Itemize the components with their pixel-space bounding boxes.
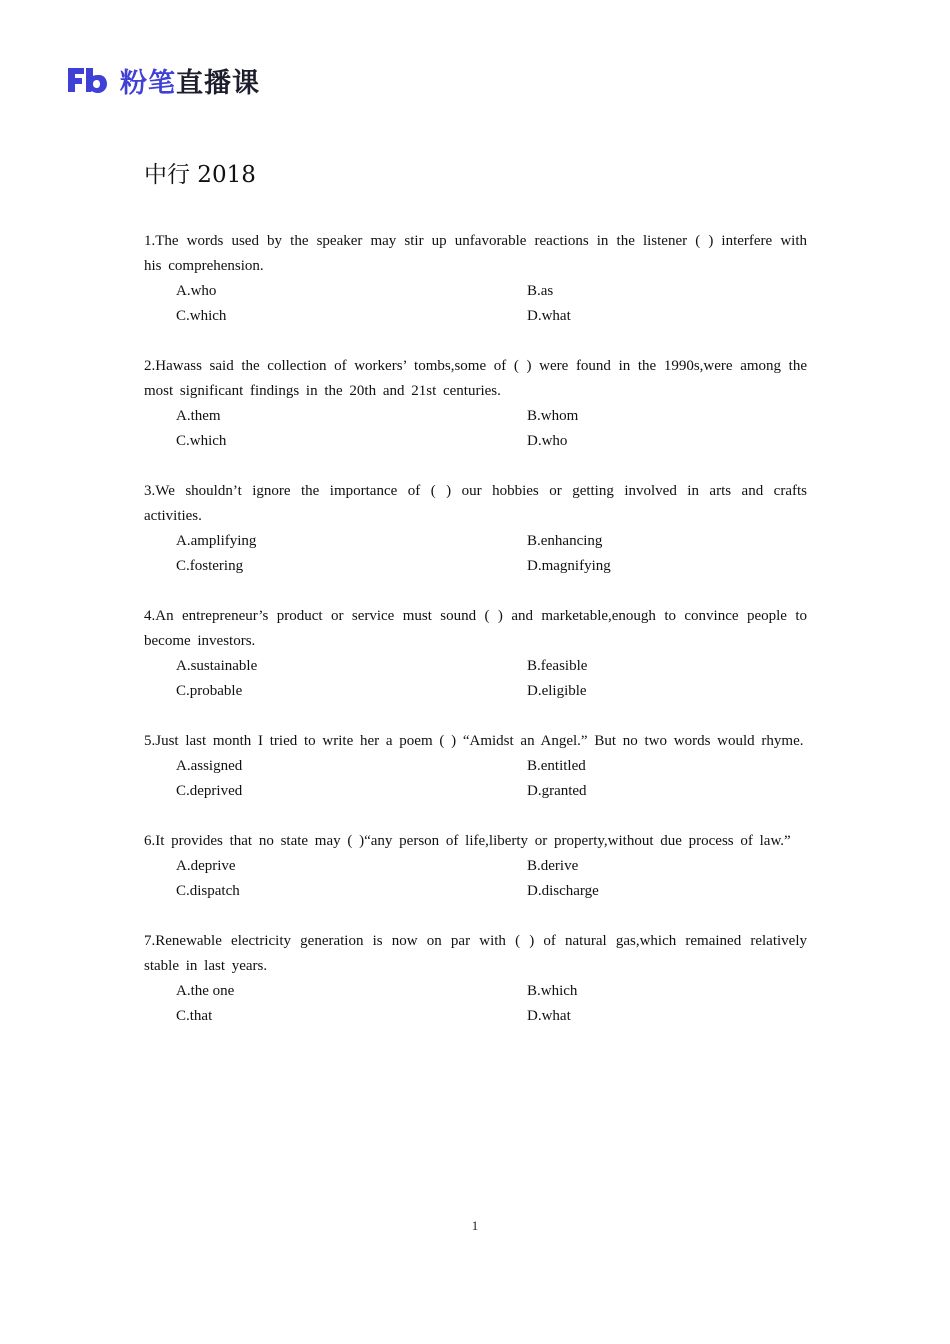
option-a: A.who — [176, 283, 217, 299]
option-b: B.enhancing — [527, 533, 603, 549]
logo-text — [120, 61, 260, 100]
logo-product: 直播课 — [176, 67, 260, 99]
option-b: B.feasible — [527, 658, 588, 674]
option-c: C.which — [176, 433, 227, 449]
answer-options — [144, 404, 807, 454]
option-d: D.eligible — [527, 683, 587, 699]
question-1 — [144, 229, 807, 329]
answer-options — [144, 979, 807, 1029]
answer-options — [144, 279, 807, 329]
question-6 — [144, 829, 807, 904]
option-a: A.deprive — [176, 858, 236, 874]
option-b: B.entitled — [527, 758, 586, 774]
option-b: B.whom — [527, 408, 579, 424]
option-d: D.what — [527, 1008, 571, 1024]
option-d: D.who — [527, 433, 568, 449]
question-stem: 5.Just last month I tried to write her a poem ( ) “Amidst an Angel.” But no two words would rhyme. — [144, 733, 804, 749]
option-c: C.fostering — [176, 558, 244, 574]
option-a: A.assigned — [176, 758, 243, 774]
document-title: 中行 2018 — [144, 162, 256, 188]
option-d: D.magnifying — [527, 558, 611, 574]
option-d: D.discharge — [527, 883, 599, 899]
question-stem: 3.We shouldn’t ignore the importance of ( ) our hobbies or getting involved in arts and crafts activities. — [144, 483, 807, 524]
option-a: A.them — [176, 408, 221, 424]
page-number: 1 — [471, 1218, 479, 1233]
option-b: B.which — [527, 983, 578, 999]
question-stem: 2.Hawass said the collection of workers’ tombs,some of ( ) were found in the 1990s,were among the most significant findings in the 20th and 21st centuries. — [144, 358, 807, 399]
question-7 — [144, 929, 807, 1029]
option-b: B.derive — [527, 858, 579, 874]
question-stem: 7.Renewable electricity generation is now on par with ( ) of natural gas,which remained relatively stable in last years. — [144, 933, 807, 974]
question-stem: 4.An entrepreneur’s product or service must sound ( ) and marketable,enough to convince people to become investors. — [144, 608, 807, 649]
answer-options — [144, 529, 807, 579]
brand-logo — [66, 62, 260, 98]
option-d: D.granted — [527, 783, 587, 799]
question-stem: 1.The words used by the speaker may stir up unfavorable reactions in the listener ( ) interfere with his comprehension. — [144, 233, 807, 274]
question-5 — [144, 729, 807, 804]
option-a: A.the one — [176, 983, 235, 999]
fb-logo-icon — [66, 65, 108, 95]
question-3 — [144, 479, 807, 579]
option-a: A.amplifying — [176, 533, 257, 549]
answer-options — [144, 654, 807, 704]
question-stem: 6.It provides that no state may ( )“any person of life,liberty or property,without due process of law.” — [144, 833, 791, 849]
question-list — [144, 229, 807, 1054]
question-2 — [144, 354, 807, 454]
option-b: B.as — [527, 283, 554, 299]
option-c: C.probable — [176, 683, 243, 699]
logo-brand: 粉笔 — [120, 67, 176, 99]
question-4 — [144, 604, 807, 704]
option-c: C.which — [176, 308, 227, 324]
option-d: D.what — [527, 308, 571, 324]
answer-options — [144, 854, 807, 904]
option-c: C.dispatch — [176, 883, 240, 899]
answer-options — [144, 754, 807, 804]
option-a: A.sustainable — [176, 658, 258, 674]
option-c: C.deprived — [176, 783, 243, 799]
option-c: C.that — [176, 1008, 213, 1024]
